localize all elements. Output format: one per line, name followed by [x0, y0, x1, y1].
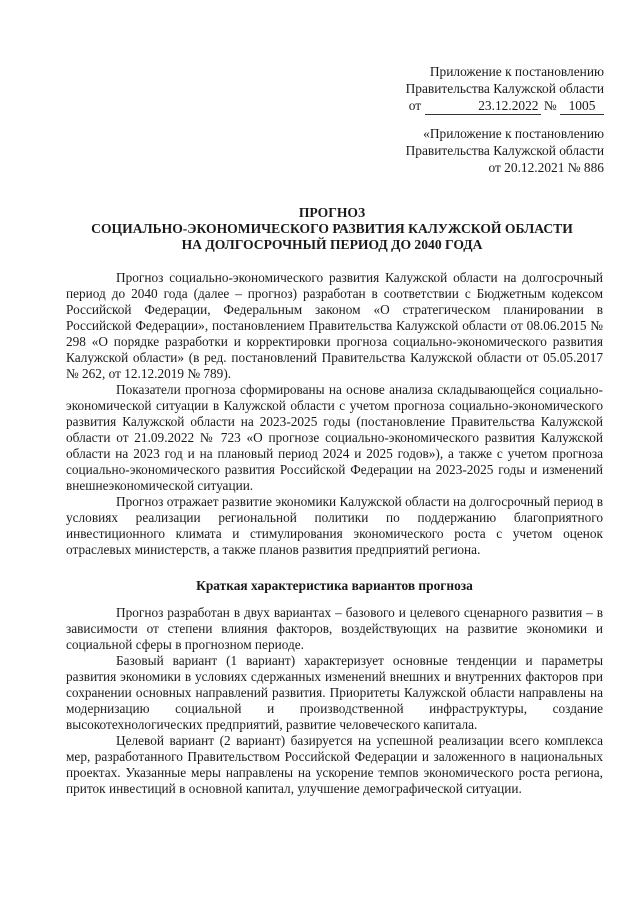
document-title	[60, 205, 604, 253]
paragraph: Базовый вариант (1 вариант) характеризует основные тенденции и параметры развития экономики в условиях сдержанных изменений внешних и внутренних факторов при сохранении основных направлений развития. Приоритеты Калужской области направлены на модернизацию социальной и производственной инфраструктуры, создание высокотехнологических предприятий, развитие человеческого капитала.	[66, 653, 603, 732]
appendix-line-2: Правительства Калужской области	[405, 81, 604, 96]
title-line-3: НА ДОЛГОСРОЧНЫЙ ПЕРИОД ДО 2040 ГОДА	[181, 237, 483, 252]
prev-appendix-line-3: от 20.12.2021 № 886	[488, 160, 604, 175]
section-heading: Краткая характеристика вариантов прогноза	[196, 578, 473, 593]
appendix-date-number-line	[406, 97, 604, 115]
intro-section	[66, 270, 603, 558]
title-line-2: СОЦИАЛЬНО-ЭКОНОМИЧЕСКОГО РАЗВИТИЯ КАЛУЖСКОЙ ОБЛАСТИ	[91, 221, 573, 236]
variants-section	[66, 605, 603, 797]
paragraph: Прогноз отражает развитие экономики Калужской области на долгосрочный период в условиях реализации региональной политики по поддержанию благоприятного инвестиционного климата и стимулирования экономического роста с учетом оценок отраслевых министерств, а также планов развития предприятий региона.	[66, 494, 603, 557]
prev-appendix-line-2: Правительства Калужской области	[405, 143, 604, 158]
decree-date: 23.12.2022	[425, 97, 541, 115]
paragraph: Прогноз социально-экономического развития Калужской области на долгосрочный период до 2040 года (далее – прогноз) разработан в соответствии с Бюджетным кодексом Российской Федерации, Федеральным законом «О стратегическом планировании в Российской Федерации», постановлением Правительства Калужской области от 08.06.2015 № 298 «О порядке разработки и корректировки прогноза социально-экономического развития Калужской области» (в ред. постановлений Правительства Калужской области от 05.05.2017 № 262, от 12.12.2019 № 789).	[66, 270, 603, 381]
paragraph: Прогноз разработан в двух вариантах – базового и целевого сценарного развития – в зависимости от степени влияния факторов, воздействующих на развитие экономики и социальной сферы в прогнозном периоде.	[66, 605, 603, 652]
appendix-header-previous	[406, 125, 604, 176]
decree-number: 1005	[560, 97, 604, 115]
title-line-1: ПРОГНОЗ	[298, 205, 366, 220]
from-label: от	[408, 98, 422, 113]
appendix-header-current	[406, 63, 604, 115]
prev-appendix-line-1: «Приложение к постановлению	[423, 126, 604, 141]
paragraph: Целевой вариант (2 вариант) базируется на успешной реализации всего комплекса мер, разработанного Правительством Российской Федерации и заложенного в национальных проектах. Указанные меры направлены на ускорение темпов экономического роста региона, приток инвестиций в основной капитал, улучшение демографической ситуации.	[66, 733, 603, 796]
number-label: №	[543, 98, 557, 113]
paragraph: Показатели прогноза сформированы на основе анализа складывающейся социально-экономической ситуации в Калужской области с учетом прогноза социально-экономического развития Калужской области на 2023-2025 годы (постановление Правительства Калужской области от 21.09.2022 № 723 «О прогнозе социально-экономического развития Калужской области на 2023 год и на плановый период 2024 и 2025 годов»), а также с учетом прогноза социально-экономического развития Российской Федерации на 2023-2025 годы и изменений внешнеэкономической ситуации.	[66, 382, 603, 493]
appendix-line-1: Приложение к постановлению	[429, 64, 604, 79]
